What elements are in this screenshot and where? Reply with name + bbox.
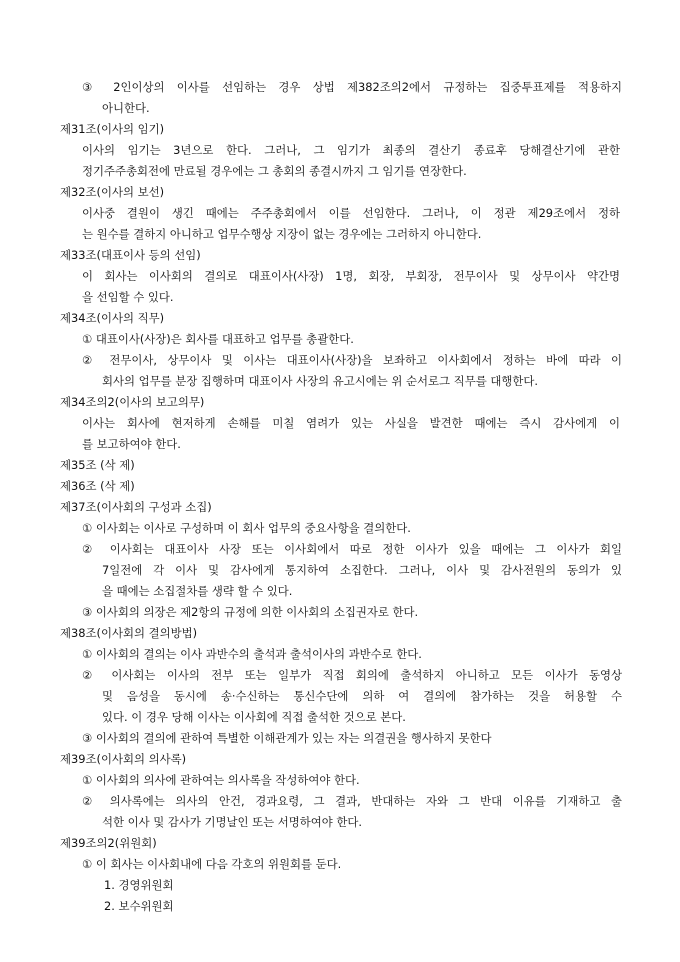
article-31-line-2: 정기주주총회전에 만료될 경우에는 그 총회의 종결시까지 그 임기를 연장한다. bbox=[82, 164, 467, 178]
article-38-item-2-line-3: 있다. 이 경우 당해 이사는 이사회에 직접 출석한 것으로 본다. bbox=[102, 710, 406, 724]
article-34-item-1: ① 대표이사(사장)은 회사를 대표하고 업무를 총괄한다. bbox=[82, 332, 354, 346]
article-33-line-1: 이 회사는 이사회의 결의로 대표이사(사장) 1명, 회장, 부회장, 전무이사 및 상무이사 약간명 bbox=[82, 269, 620, 283]
article-35-heading: 제35조 (삭 제) bbox=[60, 458, 135, 472]
article-33-line-2: 을 선임할 수 있다. bbox=[82, 290, 174, 304]
article-39-2-heading: 제39조의2(위원회) bbox=[60, 836, 157, 850]
article-39-item-2-line-2: 석한 이사 및 감사가 기명날인 또는 서명하여야 한다. bbox=[102, 815, 363, 829]
para-30-3-line-1: ③ 2인이상의 이사를 선임하는 경우 상법 제382조의2에서 규정하는 집중투표제를 적용하지 bbox=[82, 80, 622, 94]
committee-list-item-1: 1. 경영위원회 bbox=[104, 878, 174, 892]
article-34-2-line-2: 를 보고하여야 한다. bbox=[82, 437, 181, 451]
article-37-item-2-line-2: 7일전에 각 이사 및 감사에게 통지하여 소집한다. 그러나, 이사 및 감사전원의 동의가 있 bbox=[102, 563, 622, 577]
article-37-heading: 제37조(이사회의 구성과 소집) bbox=[60, 500, 212, 514]
article-38-item-2-line-2: 및 음성을 동시에 송·수신하는 통신수단에 의하 여 결의에 참가하는 것을 허용할 수 bbox=[102, 689, 622, 703]
para-30-3-line-2: 아니한다. bbox=[102, 101, 150, 115]
article-37-item-2-line-1: ② 이사회는 대표이사 사장 또는 이사회에서 따로 정한 이사가 있을 때에는 그 이사가 회일 bbox=[82, 542, 622, 556]
article-34-2-line-1: 이사는 회사에 현저하게 손해를 미칠 염려가 있는 사실을 발견한 때에는 즉시 감사에게 이 bbox=[82, 416, 620, 430]
article-39-item-1: ① 이사회의 의사에 관하여는 의사록을 작성하여야 한다. bbox=[82, 773, 360, 787]
article-31-line-1: 이사의 임기는 3년으로 한다. 그러나, 그 임기가 최종의 결산기 종료후 당해결산기에 관한 bbox=[82, 143, 620, 157]
article-39-heading: 제39조(이사회의 의사록) bbox=[60, 752, 187, 766]
article-34-heading: 제34조(이사의 직무) bbox=[60, 311, 165, 325]
article-37-item-3: ③ 이사회의 의장은 제2항의 규정에 의한 이사회의 소집권자로 한다. bbox=[82, 605, 419, 619]
article-38-item-1: ① 이사회의 결의는 이사 과반수의 출석과 출석이사의 과반수로 한다. bbox=[82, 647, 422, 661]
article-32-line-2: 는 원수를 결하지 아니하고 업무수행상 지장이 없는 경우에는 그러하지 아니한다. bbox=[82, 227, 482, 241]
article-33-heading: 제33조(대표이사 등의 선임) bbox=[60, 248, 201, 262]
article-37-item-1: ① 이사회는 이사로 구성하며 이 회사 업무의 중요사항을 결의한다. bbox=[82, 521, 411, 535]
committee-list-item-2: 2. 보수위원회 bbox=[104, 899, 174, 913]
article-31-heading: 제31조(이사의 임기) bbox=[60, 122, 165, 136]
article-36-heading: 제36조 (삭 제) bbox=[60, 479, 135, 493]
article-38-item-2-line-1: ② 이사회는 이사의 전부 또는 일부가 직접 회의에 출석하지 아니하고 모든 이사가 동영상 bbox=[82, 668, 622, 682]
article-32-heading: 제32조(이사의 보선) bbox=[60, 185, 165, 199]
article-38-item-3: ③ 이사회의 결의에 관하여 특별한 이해관계가 있는 자는 의결권을 행사하지 못한다 bbox=[82, 731, 492, 745]
article-32-line-1: 이사중 결원이 생긴 때에는 주주총회에서 이를 선임한다. 그러나, 이 정관 제29조에서 정하 bbox=[82, 206, 620, 220]
article-39-item-2-line-1: ② 의사록에는 의사의 안건, 경과요령, 그 결과, 반대하는 자와 그 반대 이유를 기재하고 출 bbox=[82, 794, 622, 808]
article-34-item-2-line-1: ② 전무이사, 상무이사 및 이사는 대표이사(사장)을 보좌하고 이사회에서 정하는 바에 따라 이 bbox=[82, 353, 622, 367]
article-37-item-2-line-3: 을 때에는 소집절차를 생략 할 수 있다. bbox=[102, 584, 293, 598]
article-39-2-item-1: ① 이 회사는 이사회내에 다음 각호의 위원회를 둔다. bbox=[82, 857, 342, 871]
article-34-2-heading: 제34조의2(이사의 보고의무) bbox=[60, 395, 205, 409]
article-34-item-2-line-2: 회사의 업무를 분장 집행하며 대표이사 사장의 유고시에는 위 순서로그 직무를 대행한다. bbox=[102, 374, 538, 388]
article-38-heading: 제38조(이사회의 결의방법) bbox=[60, 626, 198, 640]
